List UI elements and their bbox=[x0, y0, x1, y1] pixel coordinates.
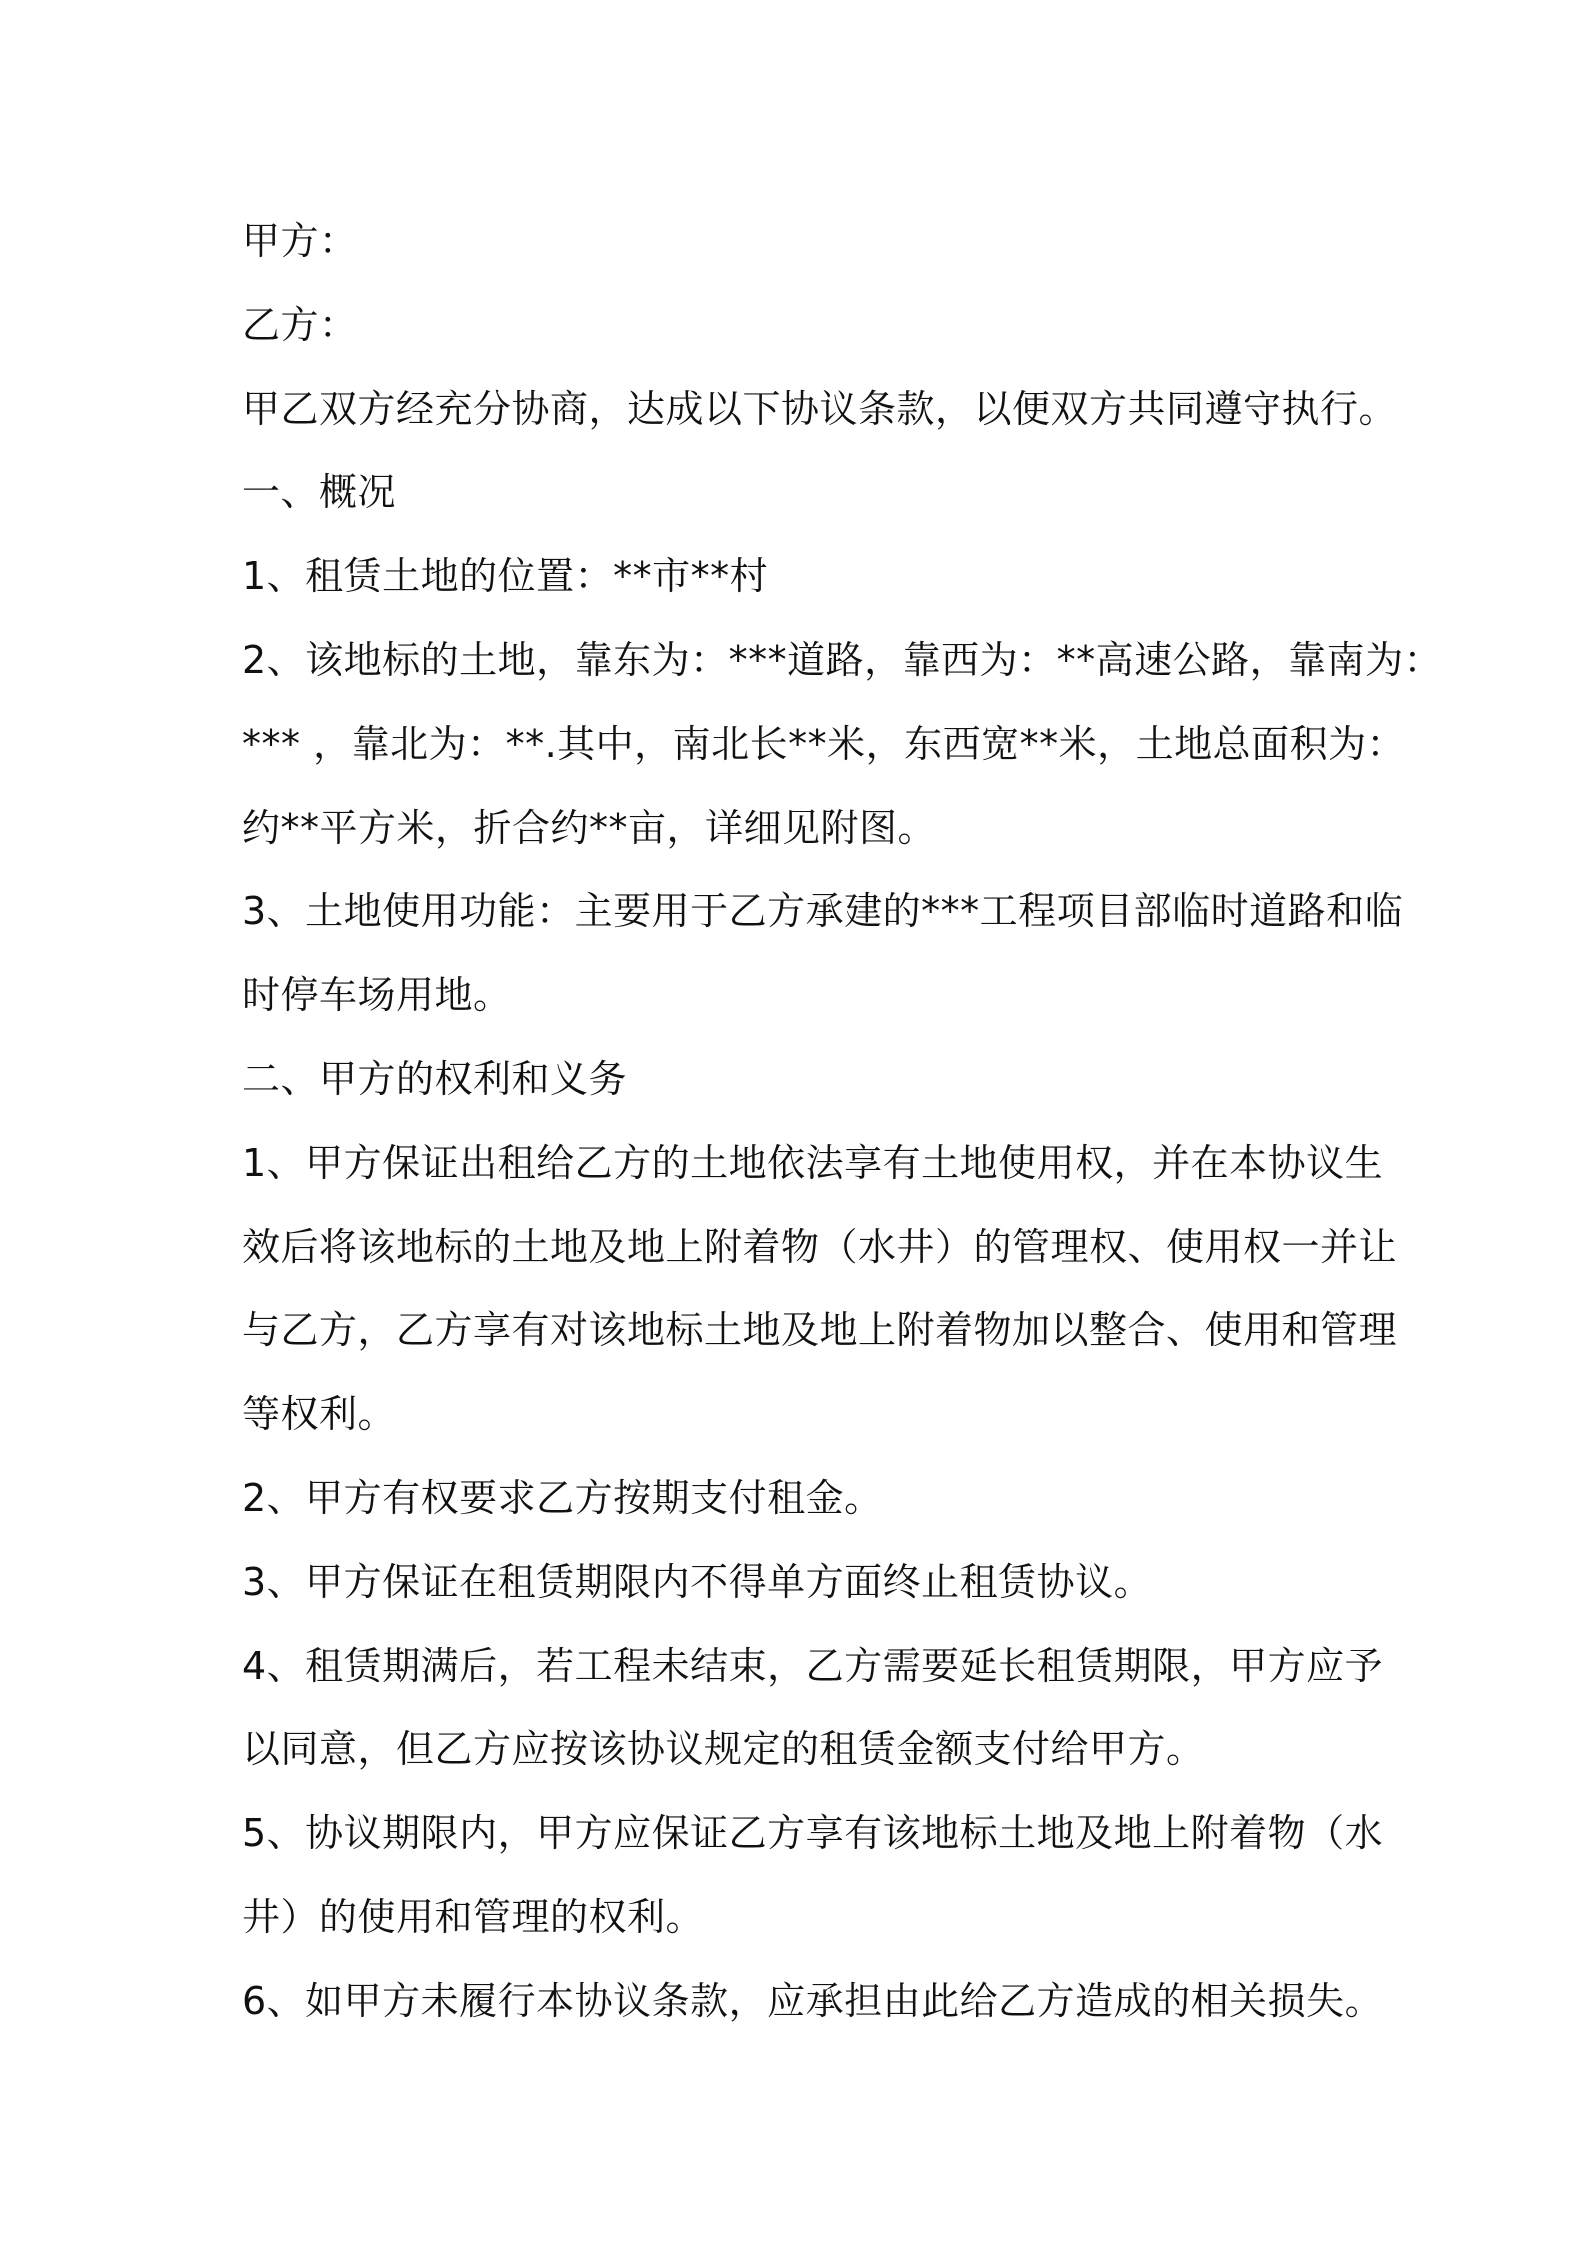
document-body bbox=[242, 200, 1443, 2044]
text-line: 约**平方米，折合约**亩，详细见附图。 bbox=[242, 805, 937, 850]
text-line: 与乙方，乙方享有对该地标土地及地上附着物加以整合、使用和管理 bbox=[242, 1308, 1398, 1353]
text-line: 1、租赁土地的位置：**市**村 bbox=[242, 554, 769, 599]
text-line: 4、租赁期满后，若工程未结束，乙方需要延长租赁期限，甲方应予 bbox=[242, 1643, 1384, 1688]
text-line: *** ，靠北为：**.其中，南北长**米，东西宽**米，土地总面积为： bbox=[242, 721, 1406, 766]
text-line: 3、土地使用功能：主要用于乙方承建的***工程项目部临时道路和临 bbox=[242, 889, 1404, 934]
agreement-intro: 甲乙双方经充分协商，达成以下协议条款，以便双方共同遵守执行。 bbox=[242, 386, 1398, 431]
text-line: 6、如甲方未履行本协议条款，应承担由此给乙方造成的相关损失。 bbox=[242, 1978, 1384, 2023]
text-line: 井）的使用和管理的权利。 bbox=[242, 1894, 705, 1939]
text-line: 2、甲方有权要求乙方按期支付租金。 bbox=[242, 1475, 883, 1520]
text-line: 时停车场用地。 bbox=[242, 973, 512, 1018]
text-line: 效后将该地标的土地及地上附着物（水井）的管理权、使用权一并让 bbox=[242, 1224, 1398, 1269]
text-line: 2、该地标的土地，靠东为：***道路，靠西为：**高速公路，靠南为： bbox=[242, 637, 1443, 682]
section-heading-party-a-rights: 二、甲方的权利和义务 bbox=[242, 1056, 628, 1101]
text-line: 等权利。 bbox=[242, 1392, 397, 1437]
section-heading-overview: 一、概况 bbox=[242, 470, 397, 515]
text-line: 以同意，但乙方应按该协议规定的租赁金额支付给甲方。 bbox=[242, 1727, 1205, 1772]
text-line: 3、甲方保证在租赁期限内不得单方面终止租赁协议。 bbox=[242, 1559, 1153, 1604]
text-line: 5、协议期限内，甲方应保证乙方享有该地标土地及地上附着物（水 bbox=[242, 1811, 1384, 1856]
party-b-label: 乙方： bbox=[242, 302, 358, 347]
party-a-label: 甲方： bbox=[242, 219, 358, 263]
text-line: 1、甲方保证出租给乙方的土地依法享有土地使用权，并在本协议生 bbox=[242, 1140, 1384, 1185]
